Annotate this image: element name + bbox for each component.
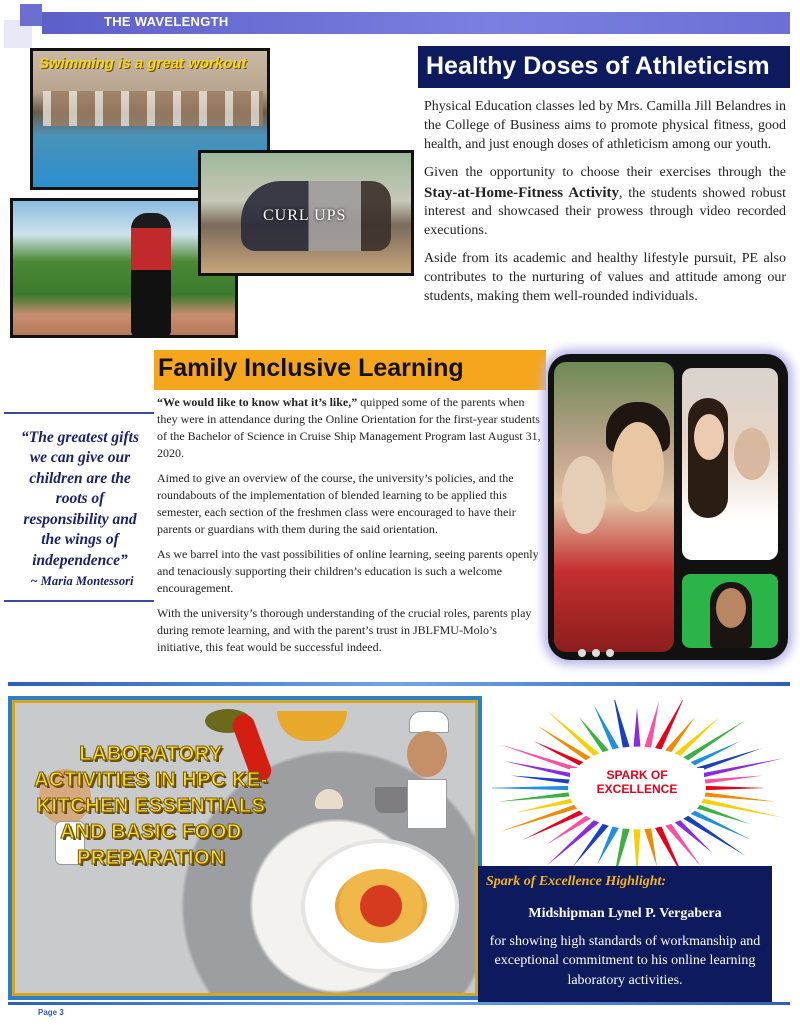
spark-ray	[701, 758, 782, 777]
header-decor-square	[20, 4, 42, 26]
section-divider	[8, 682, 790, 686]
athleticism-body	[424, 98, 786, 316]
call-controls	[578, 644, 658, 654]
pool-columns	[43, 91, 263, 126]
spark-ray	[579, 717, 609, 752]
lab-poster-title: LABORATORY ACTIVITIES IN HPC KE-KITCHEN ESSENTIALS AND BASIC FOOD PREPARATION	[34, 743, 268, 869]
athleticism-paragraph: Physical Education classes led by Mrs. Camilla Jill Belandres in the College of Business aims to promote physical fitness, good health, and just enough doses of athleticism among our youth.	[424, 99, 786, 152]
chef-hat	[409, 711, 449, 733]
family-paragraph: “We would like to know what it’s like,” quipped some of the parents when they were in attendance during the Online Orientation for the first-year students of the Bachelor of Science in Cruise Ship Management Program last August 31, 2020.	[157, 395, 541, 461]
spark-ray	[573, 824, 609, 867]
spark-ray	[634, 829, 641, 870]
spark-ray	[697, 805, 751, 824]
quote-author: ~ Maria Montessori	[30, 574, 134, 588]
family-body	[157, 394, 545, 664]
spark-ray	[492, 786, 568, 790]
awardee-name: Midshipman Lynel P. Vergabera	[528, 906, 722, 921]
grandmother-face	[562, 456, 606, 534]
chef-avatar-right	[407, 731, 447, 777]
curl-ups-caption: CURL UPS	[263, 207, 347, 224]
spark-ray	[498, 792, 570, 801]
spark-ray	[701, 799, 782, 818]
spark-ray	[675, 820, 713, 852]
spark-ray	[613, 700, 630, 747]
participant-face	[716, 588, 746, 628]
spark-heading: Spark of Excellence Highlight:	[486, 874, 667, 889]
spark-ray	[706, 786, 765, 790]
camera-icon	[592, 649, 600, 657]
mic-icon	[578, 649, 586, 657]
swimming-caption: Swimming is a great workout	[39, 55, 247, 72]
spark-ray	[705, 775, 764, 783]
athleticism-paragraph: Aside from its academic and healthy lifestyle pursuit, PE also contributes to the nurturing of values and attitude among our students, making them well-rounded individuals.	[424, 251, 786, 305]
spark-badge: SPARK OF EXCELLENCE	[570, 768, 704, 797]
curl-ups-photo	[198, 150, 414, 276]
athleticism-paragraph: Given the opportunity to choose their exercises through the Stay-at-Home-Fitness Activity, the students showed robust interest and showcased their prowess through video recorded executions.	[424, 164, 786, 239]
pasta-dish	[335, 869, 427, 943]
page-number: Page 3	[38, 1008, 64, 1017]
spark-ray	[655, 827, 684, 870]
footer-divider	[8, 1002, 790, 1005]
newsletter-title: THE WAVELENGTH	[104, 14, 229, 29]
spark-ray	[644, 701, 659, 747]
spark-ray	[697, 748, 763, 771]
video-call-screenshot	[548, 354, 788, 660]
oil-bowl	[277, 711, 347, 741]
cooking-pot	[375, 787, 409, 813]
family-paragraph: Aimed to give an overview of the course, the university’s policies, and the roundabouts of the implementation of blended learning to be applied this semester, each section of the freshmen class were encouraged to have their parents or guardians with them during the said orientation.	[157, 471, 516, 537]
end-call-icon	[606, 649, 614, 657]
family-paragraph: With the university’s thorough understanding of the crucial roles, parents play during remote learning, and with the parent’s trust in JBLFMU-Molo’s initiative, this feat would be successful indeed.	[157, 606, 532, 655]
video-call-tile-family	[682, 368, 778, 560]
spark-ray	[665, 824, 701, 867]
video-call-tile-green	[682, 574, 778, 648]
student-face	[612, 422, 664, 512]
participant-face	[694, 414, 724, 460]
video-call-main-tile	[554, 362, 674, 652]
family-paragraph: As we barrel into the vast possibilities of online learning, seeing parents openly and tenaciously supporting their children’s education is such a welcome encouragement.	[157, 547, 539, 596]
family-title: Family Inclusive Learning	[158, 354, 464, 382]
lab-poster-image	[12, 700, 478, 996]
spark-ray	[705, 792, 777, 801]
spark-ray	[533, 741, 583, 765]
pasta-plate	[305, 843, 455, 969]
spark-ray	[511, 775, 570, 783]
montessori-quote: “The greatest gifts we can give our children are the roots of responsibility and the wings of independence”	[21, 429, 139, 569]
award-description: for showing high standards of workmanship and exceptional commitment to his online learning laboratory activities.	[489, 934, 761, 988]
athleticism-title: Healthy Doses of Athleticism	[426, 52, 770, 80]
mushroom	[315, 789, 343, 809]
spark-ray	[613, 829, 630, 870]
lab-activities-poster	[8, 696, 482, 1000]
spark-ray	[665, 717, 695, 752]
quote-divider	[4, 412, 154, 414]
chef-body-right	[407, 779, 447, 829]
runner-figure	[131, 213, 171, 337]
fitness-activity-name: Stay-at-Home-Fitness Activity	[424, 184, 620, 201]
quote-divider	[4, 600, 154, 602]
spark-ray	[644, 829, 657, 867]
spark-ray	[655, 700, 684, 749]
participant-face	[734, 428, 770, 480]
spark-ray	[634, 708, 641, 747]
